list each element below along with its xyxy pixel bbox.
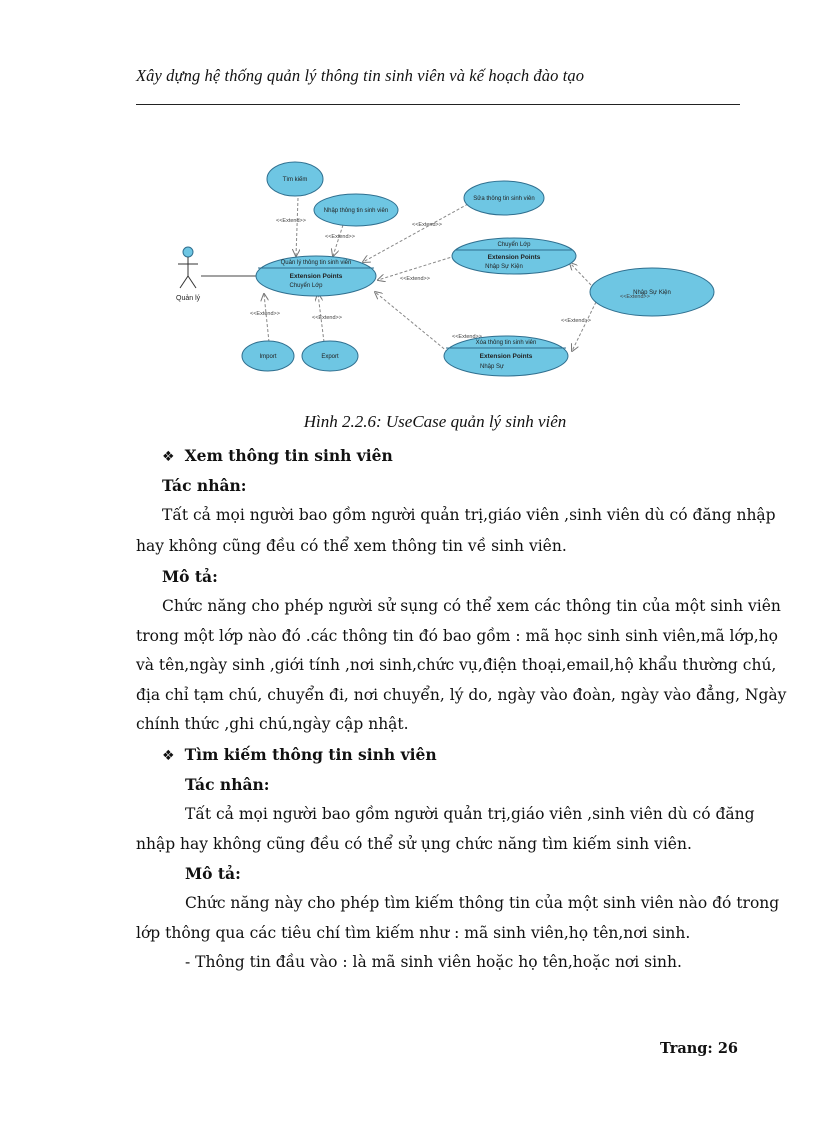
actor-label: Quản lý — [176, 295, 201, 302]
extend-import — [264, 294, 269, 342]
svg-text:Nhập Sự Kiện: Nhập Sự Kiện — [485, 264, 523, 270]
section1-desc-line-2: trong một lớp nào đó .các thông tin đó bao gồm : mã học sinh sinh viên,mã lớp,họ — [136, 627, 779, 645]
page-number: Trang: 26 — [659, 1040, 738, 1057]
svg-text:<<Extend>>: <<Extend>> — [312, 315, 342, 321]
section2-desc-line-1: Chức năng này cho phép tìm kiếm thông tin của một sinh viên nào đó trong — [185, 894, 780, 912]
document-header: Xây dựng hệ thống quản lý thông tin sinh viên và kế hoạch đào tạo — [136, 66, 585, 85]
usecase-enter-event — [590, 268, 714, 316]
section2-desc-heading: Mô tả: — [185, 864, 241, 883]
bullet-diamond-icon: ❖ — [162, 449, 175, 465]
svg-text:Tìm kiếm: Tìm kiếm — [282, 177, 308, 183]
svg-text:<<Extend>>: <<Extend>> — [620, 294, 650, 300]
usecase-main — [256, 256, 376, 296]
section1-desc-line-5: chính thức ,ghi chú,ngày cập nhật. — [136, 715, 409, 733]
section1-desc-heading: Mô tả: — [162, 567, 218, 586]
extend-delete — [375, 292, 448, 352]
section1-desc-line-1: Chức năng cho phép người sử sụng có thể xem các thông tin của một sinh viên — [162, 597, 781, 615]
header-rule — [136, 104, 740, 105]
extend-event-delete — [572, 302, 596, 351]
svg-text:Extension Points: Extension Points — [487, 254, 541, 261]
usecase-delete-info — [444, 336, 568, 376]
svg-text:Nhập Sự Kiện: Nhập Sự Kiện — [633, 290, 671, 296]
svg-text:Quản lý thông tin sinh viên: Quản lý thông tin sinh viên — [280, 260, 352, 266]
usecase-search — [267, 162, 323, 196]
section1-actor-line-1: Tất cả mọi người bao gồm người quản trị,giáo viên ,sinh viên dù có đăng nhập — [162, 506, 776, 524]
svg-text:Chuyển Lớp: Chuyển Lớp — [497, 242, 531, 248]
extend-enter-info — [333, 225, 343, 256]
usecase-transfer — [452, 238, 576, 274]
svg-text:Extension Points: Extension Points — [289, 273, 343, 280]
svg-text:<<Extend>>: <<Extend>> — [276, 218, 306, 224]
svg-text:<<Extend>>: <<Extend>> — [412, 222, 442, 228]
svg-text:Import: Import — [259, 354, 277, 360]
svg-text:<<Extend>>: <<Extend>> — [452, 334, 482, 340]
usecase-export — [302, 341, 358, 371]
bullet-diamond-icon: ❖ — [162, 748, 175, 764]
usecase-edit-info — [464, 181, 544, 215]
section2-actor-line-1: Tất cả mọi người bao gồm người quản trị,giáo viên ,sinh viên dù có đăng — [185, 805, 755, 823]
usecase-diagram — [168, 152, 728, 397]
svg-text:<<Extend>>: <<Extend>> — [400, 276, 430, 282]
svg-text:<<Extend>>: <<Extend>> — [561, 318, 591, 324]
svg-text:<<Extend>>: <<Extend>> — [250, 311, 280, 317]
section2-desc-line-3: - Thông tin đầu vào : là mã sinh viên hoặc họ tên,hoặc nơi sinh. — [185, 953, 682, 971]
actor-figure — [176, 247, 201, 302]
section1-actor-line-2: hay không cũng đều có thể xem thông tin về sinh viên. — [136, 537, 567, 555]
svg-text:Xóa thông tin sinh viên: Xóa thông tin sinh viên — [475, 340, 537, 346]
section-tim-kiem-title: ❖ Tìm kiếm thông tin sinh viên — [162, 745, 437, 764]
section1-desc-line-4: địa chỉ tạm chú, chuyển đi, nơi chuyển, lý do, ngày vào đoàn, ngày vào đẳng, Ngày — [136, 686, 787, 704]
svg-text:Nhập thông tin sinh viên: Nhập thông tin sinh viên — [323, 208, 389, 214]
actor-head — [183, 247, 193, 257]
usecase-import — [242, 341, 294, 371]
svg-text:Sửa thông tin sinh viên: Sửa thông tin sinh viên — [473, 196, 535, 202]
usecase-enter-info — [314, 194, 398, 226]
section1-desc-line-3: và tên,ngày sinh ,giới tính ,nơi sinh,chức vụ,điện thoại,email,hộ khẩu thường chú, — [136, 656, 777, 674]
section2-actor-line-2: nhập hay không cũng đều có thể sử ụng chức năng tìm kiếm sinh viên. — [136, 835, 692, 853]
section2-actor-heading: Tác nhân: — [185, 775, 270, 794]
section1-actor-heading: Tác nhân: — [162, 476, 247, 495]
figure-caption: Hình 2.2.6: UseCase quản lý sinh viên — [303, 412, 567, 431]
extend-event-transfer — [570, 263, 591, 285]
svg-text:Extension Points: Extension Points — [479, 353, 533, 360]
svg-text:Export: Export — [321, 354, 339, 360]
section2-desc-line-2: lớp thông qua các tiêu chí tìm kiếm như : mã sinh viên,họ tên,nơi sinh. — [136, 924, 691, 942]
extend-search — [296, 198, 298, 256]
svg-text:<<Extend>>: <<Extend>> — [325, 234, 355, 240]
svg-text:Chuyển Lớp: Chuyển Lớp — [289, 283, 323, 289]
section-xem-thong-tin-title: ❖ Xem thông tin sinh viên — [162, 446, 393, 465]
svg-text:Nhập Sự: Nhập Sự — [479, 364, 505, 370]
